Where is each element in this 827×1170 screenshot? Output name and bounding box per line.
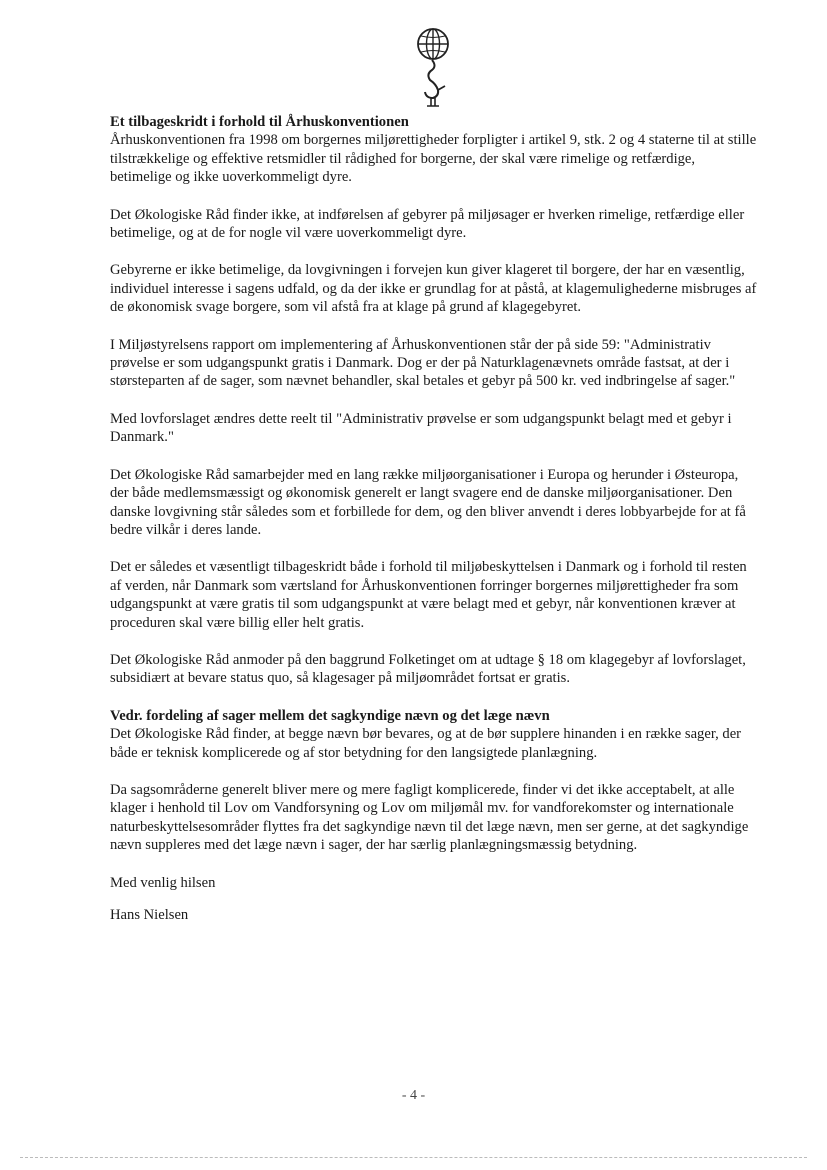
paragraph: Med lovforslaget ændres dette reelt til "Administrativ prøvelse er som udgangspunkt belagt med et gebyr i Danmark."	[110, 410, 732, 446]
paragraph: Århuskonventionen fra 1998 om borgernes miljørettigheder forpligter i artikel 9, stk. 2 og 4 staterne til at stille tilstrækkelige og effektive retsmidler til rådighed for borgerne, der skal være rimelige og retfærdige, betimelige og ikke uoverkommeligt dyre.	[110, 132, 757, 186]
paragraph: Det er således et væsentligt tilbageskridt både i forhold til miljøbeskyttelsen i Danmark og i forhold til resten af verden, når Danmark som værtsland for Århuskonventionen forringer borgernes miljørettigheder fra som udgangspunkt at være gratis til som udgangspunkt at være belagt med et gebyr, når konventionen kræver at proceduren skal være billig eller helt gratis.	[110, 559, 747, 631]
closing-greeting: Med venlig hilsen	[110, 874, 216, 891]
letter-body	[110, 113, 758, 924]
paragraph: Da sagsområderne generelt bliver mere og mere fagligt komplicerede, finder vi det ikke acceptabelt, at alle klager i henhold til Lov om Vandforsyning og Lov om miljømål mv. for vandforekomster og internationale naturbeskyttelsesområder flyttes fra det sagkyndige nævn til det læge nævn, men ser gerne, at det sagkyndige nævn suppleres med det læge nævn i sager, der har særlig planlægningsmæssig betydning.	[110, 781, 749, 854]
page-edge-divider	[20, 1157, 807, 1158]
paragraph: I Miljøstyrelsens rapport om implementering af Århuskonventionen står der på side 59: "Administrativ prøvelse er som udgangspunkt gratis i Danmark. Dog er der på Naturklagenævnets område fastsat, at der i størsteparten af de sager, som nævnet behandler, skal betales et gebyr på 500 kr. ved indbringelse af sager."	[110, 336, 736, 390]
paragraph: Det Økologiske Råd finder ikke, at indførelsen af gebyrer på miljøsager er hverken rimelige, retfærdige eller betimelige, og at de for nogle vil være uoverkommeligt dyre.	[110, 206, 745, 242]
paragraph: Det Økologiske Råd samarbejder med en lang række miljøorganisationer i Europa og herunder i Østeuropa, der både medlemsmæssigt og økonomisk generelt er langt svagere end de danske miljøorganisationer. Den danske lovgivning står således som et forbillede for dem, og den bliver anvendt i deres lobbyarbejde for at få bedre vilkår i deres lande.	[110, 466, 746, 538]
paragraph: Det Økologiske Råd anmoder på den baggrund Folketinget om at udtage § 18 om klagegebyr af lovforslaget, subsidiært at bevare status quo, så klagesager på miljøområdet fortsat er gratis.	[110, 651, 746, 687]
section-heading: Et tilbageskridt i forhold til Århuskonventionen	[110, 114, 409, 130]
section-fordeling-af-sager	[110, 707, 758, 855]
paragraph: Det Økologiske Råd finder, at begge nævn bør bevares, og at de bør supplere hinanden i en række sager, der både er teknisk komplicerede og af stor betydning for den langsigtede planlægning.	[110, 726, 742, 761]
section-tilbageskridt	[110, 113, 758, 688]
section-heading: Vedr. fordeling af sager mellem det sagkyndige nævn og det læge nævn	[110, 707, 550, 724]
paragraph: Gebyrerne er ikke betimelige, da lovgivningen i forvejen kun giver klageret til borgere, der har en væsentlig, individuel interesse i sagens udfald, og da der ikke er grundlag for at påstå, at klagemulighederne misbruges af de økonomisk svage borgere, som vil afstå fra at klage på grund af klagegebyret.	[110, 262, 757, 316]
signature-name: Hans Nielsen	[110, 907, 189, 923]
page-number: - 4 -	[401, 1088, 426, 1103]
globe-bird-emblem-icon	[412, 26, 454, 110]
